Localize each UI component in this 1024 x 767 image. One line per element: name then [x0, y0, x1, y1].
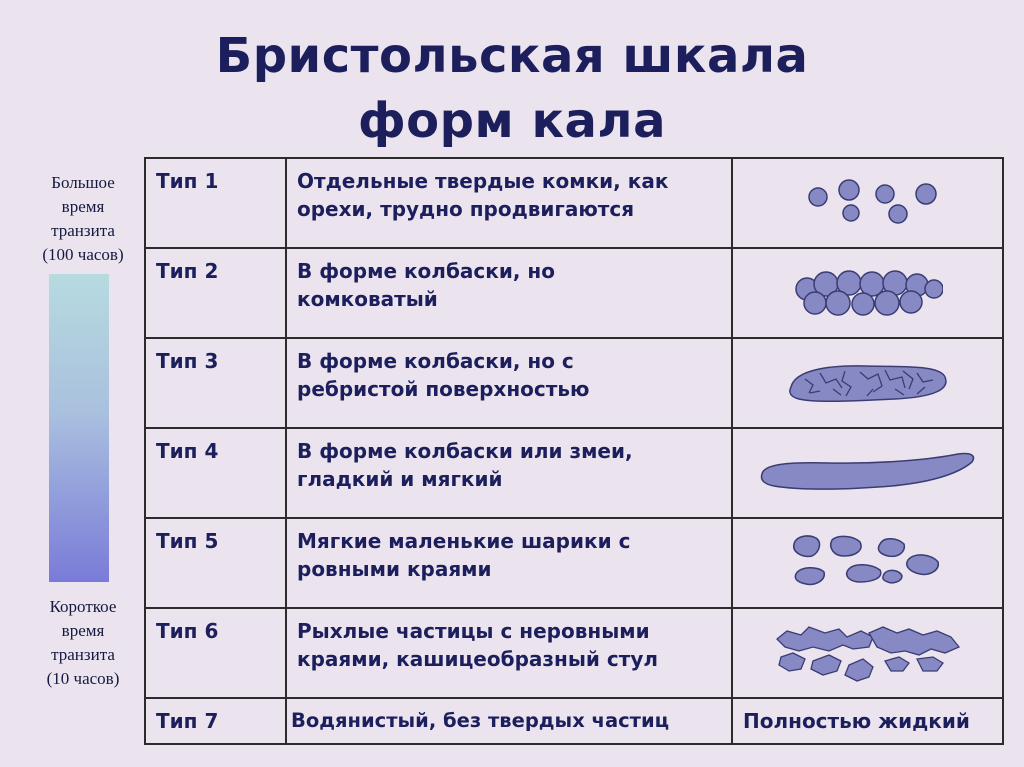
- long-transit-label-line: (100 часов): [42, 245, 124, 264]
- type-label: Тип 2: [145, 248, 286, 338]
- table-row: [145, 608, 1003, 698]
- type-label: Тип 7: [145, 698, 286, 744]
- type-description-line: Мягкие маленькие шарики с: [297, 529, 631, 553]
- long-transit-label-line: время: [61, 197, 105, 216]
- short-transit-label-line: Короткое: [49, 597, 117, 616]
- table-row: [145, 698, 1003, 744]
- soft-blobs-icon: [788, 532, 948, 594]
- type-description-line: Отдельные твердые комки, как: [297, 169, 669, 193]
- type-description: [286, 608, 732, 698]
- lumpy-sausage-icon: [793, 267, 943, 319]
- type-description: [286, 338, 732, 428]
- bristol-scale-table: [144, 157, 1004, 745]
- type-description: Водянистый, без твердых частиц: [286, 698, 732, 744]
- type-description-line: ребристой поверхностью: [297, 377, 590, 401]
- type-label: Тип 6: [145, 608, 286, 698]
- type-description-line: краями, кашицеобразный стул: [297, 647, 659, 671]
- table-row: [145, 248, 1003, 338]
- table-row: [145, 158, 1003, 248]
- type-description-line: орехи, трудно продвигаются: [297, 197, 635, 221]
- smooth-snake-icon: [758, 448, 978, 498]
- type-description-line: комковатый: [297, 287, 438, 311]
- liquid-description: Полностью жидкий: [732, 698, 1003, 744]
- type-label: Тип 3: [145, 338, 286, 428]
- page-title-line-2: форм кала: [358, 93, 666, 149]
- short-transit-label-line: (10 часов): [46, 669, 120, 688]
- table-row: [145, 518, 1003, 608]
- type-description-line: Рыхлые частицы с неровными: [297, 619, 650, 643]
- short-transit-label-line: время: [61, 621, 105, 640]
- page-title-line-1: Бристольская шкала: [215, 28, 809, 84]
- type-description-line: гладкий и мягкий: [297, 467, 503, 491]
- separate-lumps-icon: [798, 178, 938, 228]
- type-description: [286, 248, 732, 338]
- type-description: [286, 158, 732, 248]
- type-description-line: ровными краями: [297, 557, 492, 581]
- type-label: Тип 1: [145, 158, 286, 248]
- long-transit-label: [18, 171, 148, 267]
- short-transit-label-line: транзита: [51, 645, 115, 664]
- cracked-sausage-icon: [785, 359, 950, 407]
- long-transit-label-line: транзита: [51, 221, 115, 240]
- type-description: [286, 518, 732, 608]
- type-description: [286, 428, 732, 518]
- short-transit-label: [18, 595, 148, 691]
- type-label: Тип 4: [145, 428, 286, 518]
- type-description-line: В форме колбаски или змеи,: [297, 439, 633, 463]
- type-label: Тип 5: [145, 518, 286, 608]
- transit-time-gradient-bar: [49, 274, 109, 582]
- table-row: [145, 428, 1003, 518]
- mushy-pieces-icon: [773, 621, 963, 685]
- table-row: [145, 338, 1003, 428]
- long-transit-label-line: Большое: [51, 173, 115, 192]
- type-description-line: В форме колбаски, но с: [297, 349, 574, 373]
- type-description-line: В форме колбаски, но: [297, 259, 555, 283]
